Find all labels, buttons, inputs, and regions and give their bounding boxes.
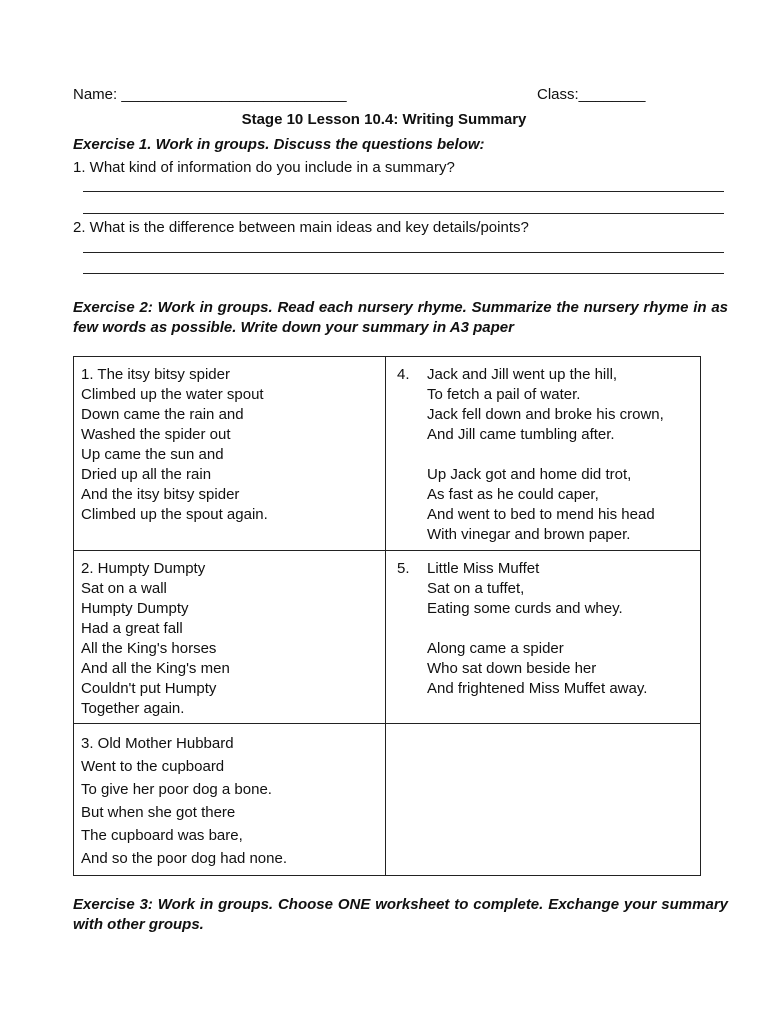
worksheet-title: Stage 10 Lesson 10.4: Writing Summary: [241, 111, 527, 128]
exercise1-question-2: 2. What is the difference between main ideas and key details/points?: [73, 219, 529, 236]
rhyme-cell-4: [386, 357, 701, 551]
answer-line: [83, 273, 724, 274]
rhyme-line: Little Miss Muffet: [427, 560, 540, 577]
rhyme-line: Jack and Jill went up the hill,: [427, 366, 618, 383]
rhyme-line: And frightened Miss Muffet away.: [427, 680, 648, 697]
answer-line: [83, 213, 724, 214]
rhyme-line: Had a great fall: [81, 620, 183, 637]
exercise2-heading: Exercise 2: Work in groups. Read each nursery rhyme. Summarize the nursery rhyme in as few words as possible. Write down your summary in A3 paper: [73, 299, 728, 336]
rhyme-number: 5.: [397, 560, 410, 577]
empty-cell: [386, 724, 701, 876]
rhyme-cell-3: [74, 724, 386, 876]
rhyme-line: Went to the cupboard: [81, 758, 225, 775]
rhyme-line: Dried up all the rain: [81, 466, 212, 483]
rhyme-cell-1: [74, 357, 386, 551]
rhyme-line: All the King's horses: [81, 640, 217, 657]
rhyme-line: Couldn't put Humpty: [81, 680, 217, 697]
name-field-label: Name: ___________________________: [73, 86, 347, 103]
rhyme-line: Together again.: [81, 700, 185, 717]
answer-line: [83, 191, 724, 192]
rhyme-line: Eating some curds and whey.: [427, 600, 623, 617]
class-field-label: Class:________: [537, 86, 646, 103]
rhyme-line: Who sat down beside her: [427, 660, 597, 677]
rhyme-line: With vinegar and brown paper.: [427, 526, 631, 543]
rhyme-line: And Jill came tumbling after.: [427, 426, 615, 443]
rhyme-line: To fetch a pail of water.: [427, 386, 581, 403]
rhyme-line: Sat on a wall: [81, 580, 167, 597]
rhyme-line: And all the King's men: [81, 660, 230, 677]
rhyme-line: Climbed up the water spout: [81, 386, 264, 403]
rhyme-line: Climbed up the spout again.: [81, 506, 268, 523]
rhyme-line: 1. The itsy bitsy spider: [81, 366, 230, 383]
rhyme-line: Jack fell down and broke his crown,: [427, 406, 664, 423]
answer-line: [83, 252, 724, 253]
rhyme-number: 4.: [397, 366, 410, 383]
stanza-gap: [427, 619, 700, 639]
rhyme-line: But when she got there: [81, 804, 236, 821]
exercise1-heading: Exercise 1. Work in groups. Discuss the questions below:: [73, 136, 485, 153]
rhyme-line: And so the poor dog had none.: [81, 850, 288, 867]
rhyme-line: To give her poor dog a bone.: [81, 781, 272, 798]
exercise3-heading: Exercise 3: Work in groups. Choose ONE worksheet to complete. Exchange your summary with other groups.: [73, 896, 728, 933]
rhyme-line: The cupboard was bare,: [81, 827, 243, 844]
rhyme-line: 2. Humpty Dumpty: [81, 560, 206, 577]
exercise1-question-1: 1. What kind of information do you include in a summary?: [73, 159, 455, 176]
stanza-gap: [427, 445, 700, 465]
rhyme-cell-5: [386, 551, 701, 724]
rhyme-line: Washed the spider out: [81, 426, 231, 443]
rhyme-line: And the itsy bitsy spider: [81, 486, 240, 503]
rhyme-line: 3. Old Mother Hubbard: [81, 735, 234, 752]
rhyme-line: Up came the sun and: [81, 446, 224, 463]
rhyme-cell-2: [74, 551, 386, 724]
nursery-rhymes-table: [73, 356, 701, 876]
rhyme-line: Along came a spider: [427, 640, 564, 657]
rhyme-line: Down came the rain and: [81, 406, 244, 423]
rhyme-line: Sat on a tuffet,: [427, 580, 525, 597]
rhyme-line: And went to bed to mend his head: [427, 506, 655, 523]
rhyme-line: Up Jack got and home did trot,: [427, 466, 632, 483]
rhyme-line: As fast as he could caper,: [427, 486, 599, 503]
rhyme-line: Humpty Dumpty: [81, 600, 189, 617]
